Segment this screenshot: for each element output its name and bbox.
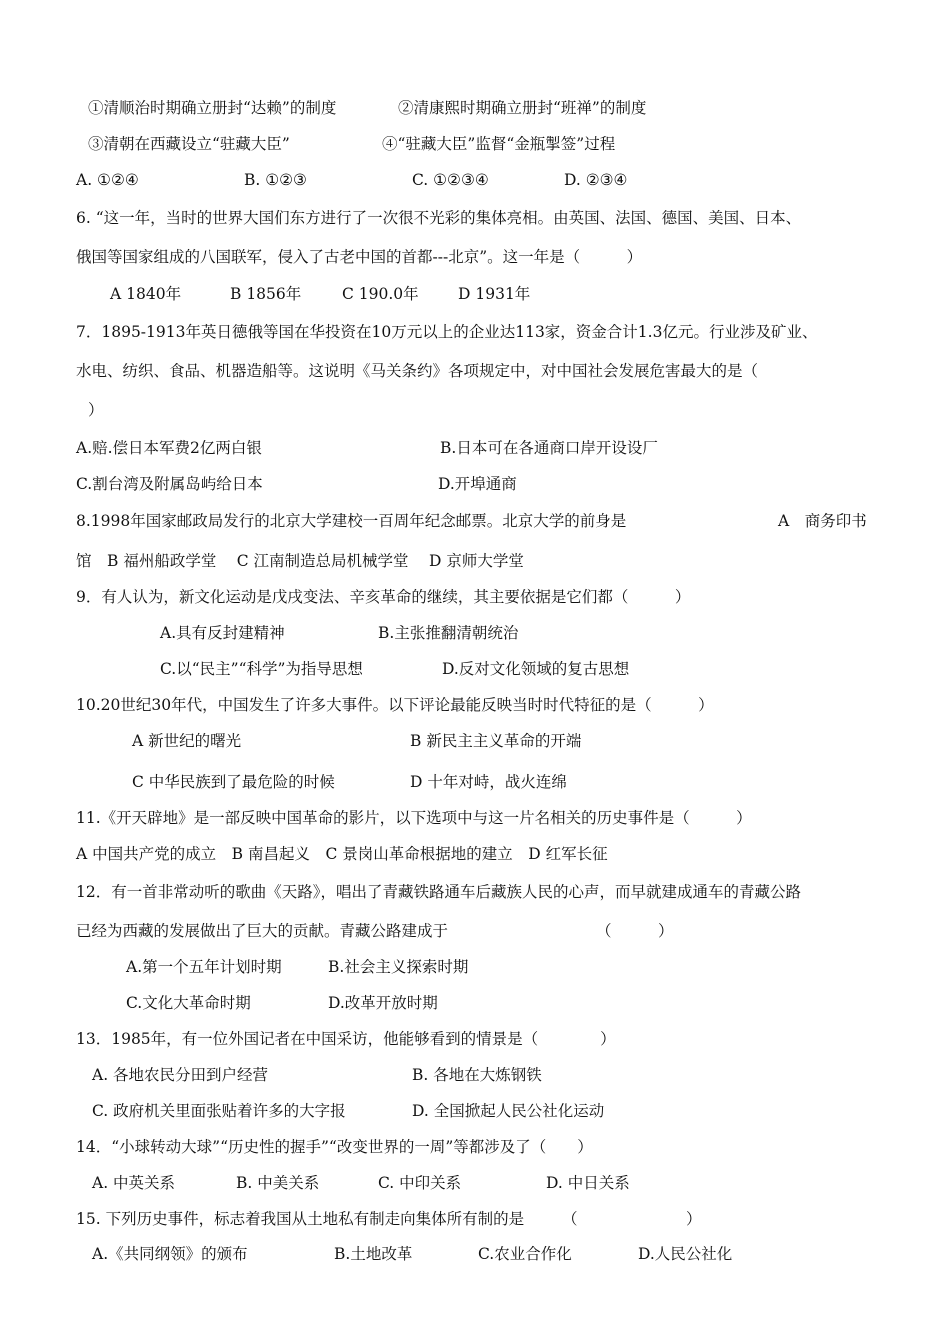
q10-option-a: A 新世纪的曙光 — [132, 732, 242, 750]
q5-item-3: ③清朝在西藏设立“驻藏大臣” — [88, 135, 290, 153]
q15-option-a: A.《共同纲领》的颁布 — [92, 1245, 248, 1263]
q6-option-b: B 1856年 — [230, 285, 302, 303]
q7-option-a: A.赔.偿日本军费2亿两白银 — [76, 439, 262, 457]
q14-stem: 14．“小球转动大球”“历史性的握手”“改变世界的一周”等都涉及了（ ） — [76, 1138, 593, 1156]
q13-option-a: A. 各地农民分田到户经营 — [92, 1066, 269, 1084]
q8-option-a-part-1: A 商务印书 — [778, 512, 867, 530]
q15-option-d: D.人民公社化 — [638, 1245, 733, 1263]
q12-stem-line-1: 12．有一首非常动听的歌曲《天路》，唱出了青藏铁路通车后藏族人民的心声，而早就建成通车的青藏公路 — [76, 883, 801, 901]
q9-stem: 9．有人认为，新文化运动是戊戌变法、辛亥革命的继续，其主要依据是它们都（ ） — [76, 588, 691, 606]
q9-option-c: C.以“民主”“科学”为指导思想 — [160, 660, 363, 678]
q5-option-b: B. ①②③ — [244, 171, 307, 189]
q10-option-b: B 新民主主义革命的开端 — [410, 732, 582, 750]
q12-option-c: C.文化大革命时期 — [126, 994, 251, 1012]
q5-option-a: A. ①②④ — [76, 171, 139, 189]
q5-item-2: ②清康熙时期确立册封“班禅”的制度 — [398, 99, 647, 117]
q6-option-d: D 1931年 — [458, 285, 531, 303]
q12-option-a: A.第一个五年计划时期 — [126, 958, 282, 976]
q5-option-d: D. ②③④ — [564, 171, 628, 189]
q8-stem: 8.1998年国家邮政局发行的北京大学建校一百周年纪念邮票。北京大学的前身是 — [76, 512, 627, 530]
q13-stem: 13．1985年，有一位外国记者在中国采访，他能够看到的情景是（ ） — [76, 1030, 616, 1048]
q6-option-a: A 1840年 — [110, 285, 182, 303]
q12-option-b: B.社会主义探索时期 — [328, 958, 469, 976]
q5-item-4: ④“驻藏大臣”监督“金瓶掣签”过程 — [382, 135, 616, 153]
q5-option-c: C. ①②③④ — [412, 171, 489, 189]
q13-option-b: B. 各地在大炼钢铁 — [412, 1066, 542, 1084]
q15-option-c: C.农业合作化 — [478, 1245, 572, 1263]
q13-option-c: C. 政府机关里面张贴着许多的大字报 — [92, 1102, 346, 1120]
q9-option-a: A.具有反封建精神 — [160, 624, 285, 642]
q14-option-a: A. 中英关系 — [92, 1174, 176, 1192]
q13-option-d: D. 全国掀起人民公社化运动 — [412, 1102, 605, 1120]
q11-stem: 11.《开天辟地》是一部反映中国革命的影片，以下选项中与这一片名相关的历史事件是（ ） — [76, 809, 752, 827]
q7-stem-line-3: ） — [88, 401, 104, 419]
q6-stem-line-1: 6. “这一年，当时的世界大国们东方进行了一次很不光彩的集体亮相。由英国、法国、德国、美国、日本、 — [76, 209, 802, 227]
q7-option-d: D.开埠通商 — [438, 475, 517, 493]
q14-option-c: C. 中印关系 — [378, 1174, 462, 1192]
q12-stem-text: 已经为西藏的发展做出了巨大的贡献。青藏公路建成于 — [76, 922, 449, 940]
q6-option-c: C 190.0年 — [342, 285, 419, 303]
q9-option-d: D.反对文化领域的复古思想 — [442, 660, 630, 678]
q15-option-b: B.土地改革 — [334, 1245, 413, 1263]
q10-stem: 10.20世纪30年代，中国发生了许多大事件。以下评论最能反映当时时代特征的是（ ） — [76, 696, 714, 714]
q15-answer-paren: （ ） — [562, 1210, 702, 1228]
q7-stem-line-2: 水电、纺织、食品、机器造船等。这说明《马关条约》各项规定中，对中国社会发展危害最大的是（ — [76, 362, 759, 380]
q12-answer-paren: （ ） — [596, 922, 674, 940]
q6-stem-line-2: 俄国等国家组成的八国联军，侵入了古老中国的首都---北京”。这一年是（ ） — [76, 248, 643, 266]
q14-option-d: D. 中日关系 — [546, 1174, 630, 1192]
q14-option-b: B. 中美关系 — [236, 1174, 320, 1192]
q10-option-d: D 十年对峙，战火连绵 — [410, 773, 567, 791]
q7-option-c: C.割台湾及附属岛屿给日本 — [76, 475, 263, 493]
q12-option-d: D.改革开放时期 — [328, 994, 438, 1012]
q11-options: A 中国共产党的成立 B 南昌起义 C 景岗山革命根据地的建立 D 红军长征 — [76, 845, 608, 863]
q8-stem-line-2: 馆 B 福州船政学堂 C 江南制造总局机械学堂 D 京师大学堂 — [76, 552, 524, 570]
q5-item-1: ①清顺治时期确立册封“达赖”的制度 — [88, 99, 337, 117]
q7-stem-line-1: 7．1895-1913年英日德俄等国在华投资在10万元以上的企业达113家，资金合计1.3亿元。行业涉及矿业、 — [76, 323, 818, 341]
q7-option-b: B.日本可在各通商口岸开设设厂 — [440, 439, 658, 457]
q15-stem: 15. 下列历史事件，标志着我国从土地私有制走向集体所有制的是 — [76, 1210, 525, 1228]
q9-option-b: B.主张推翻清朝统治 — [378, 624, 519, 642]
q10-option-c: C 中华民族到了最危险的时候 — [132, 773, 335, 791]
